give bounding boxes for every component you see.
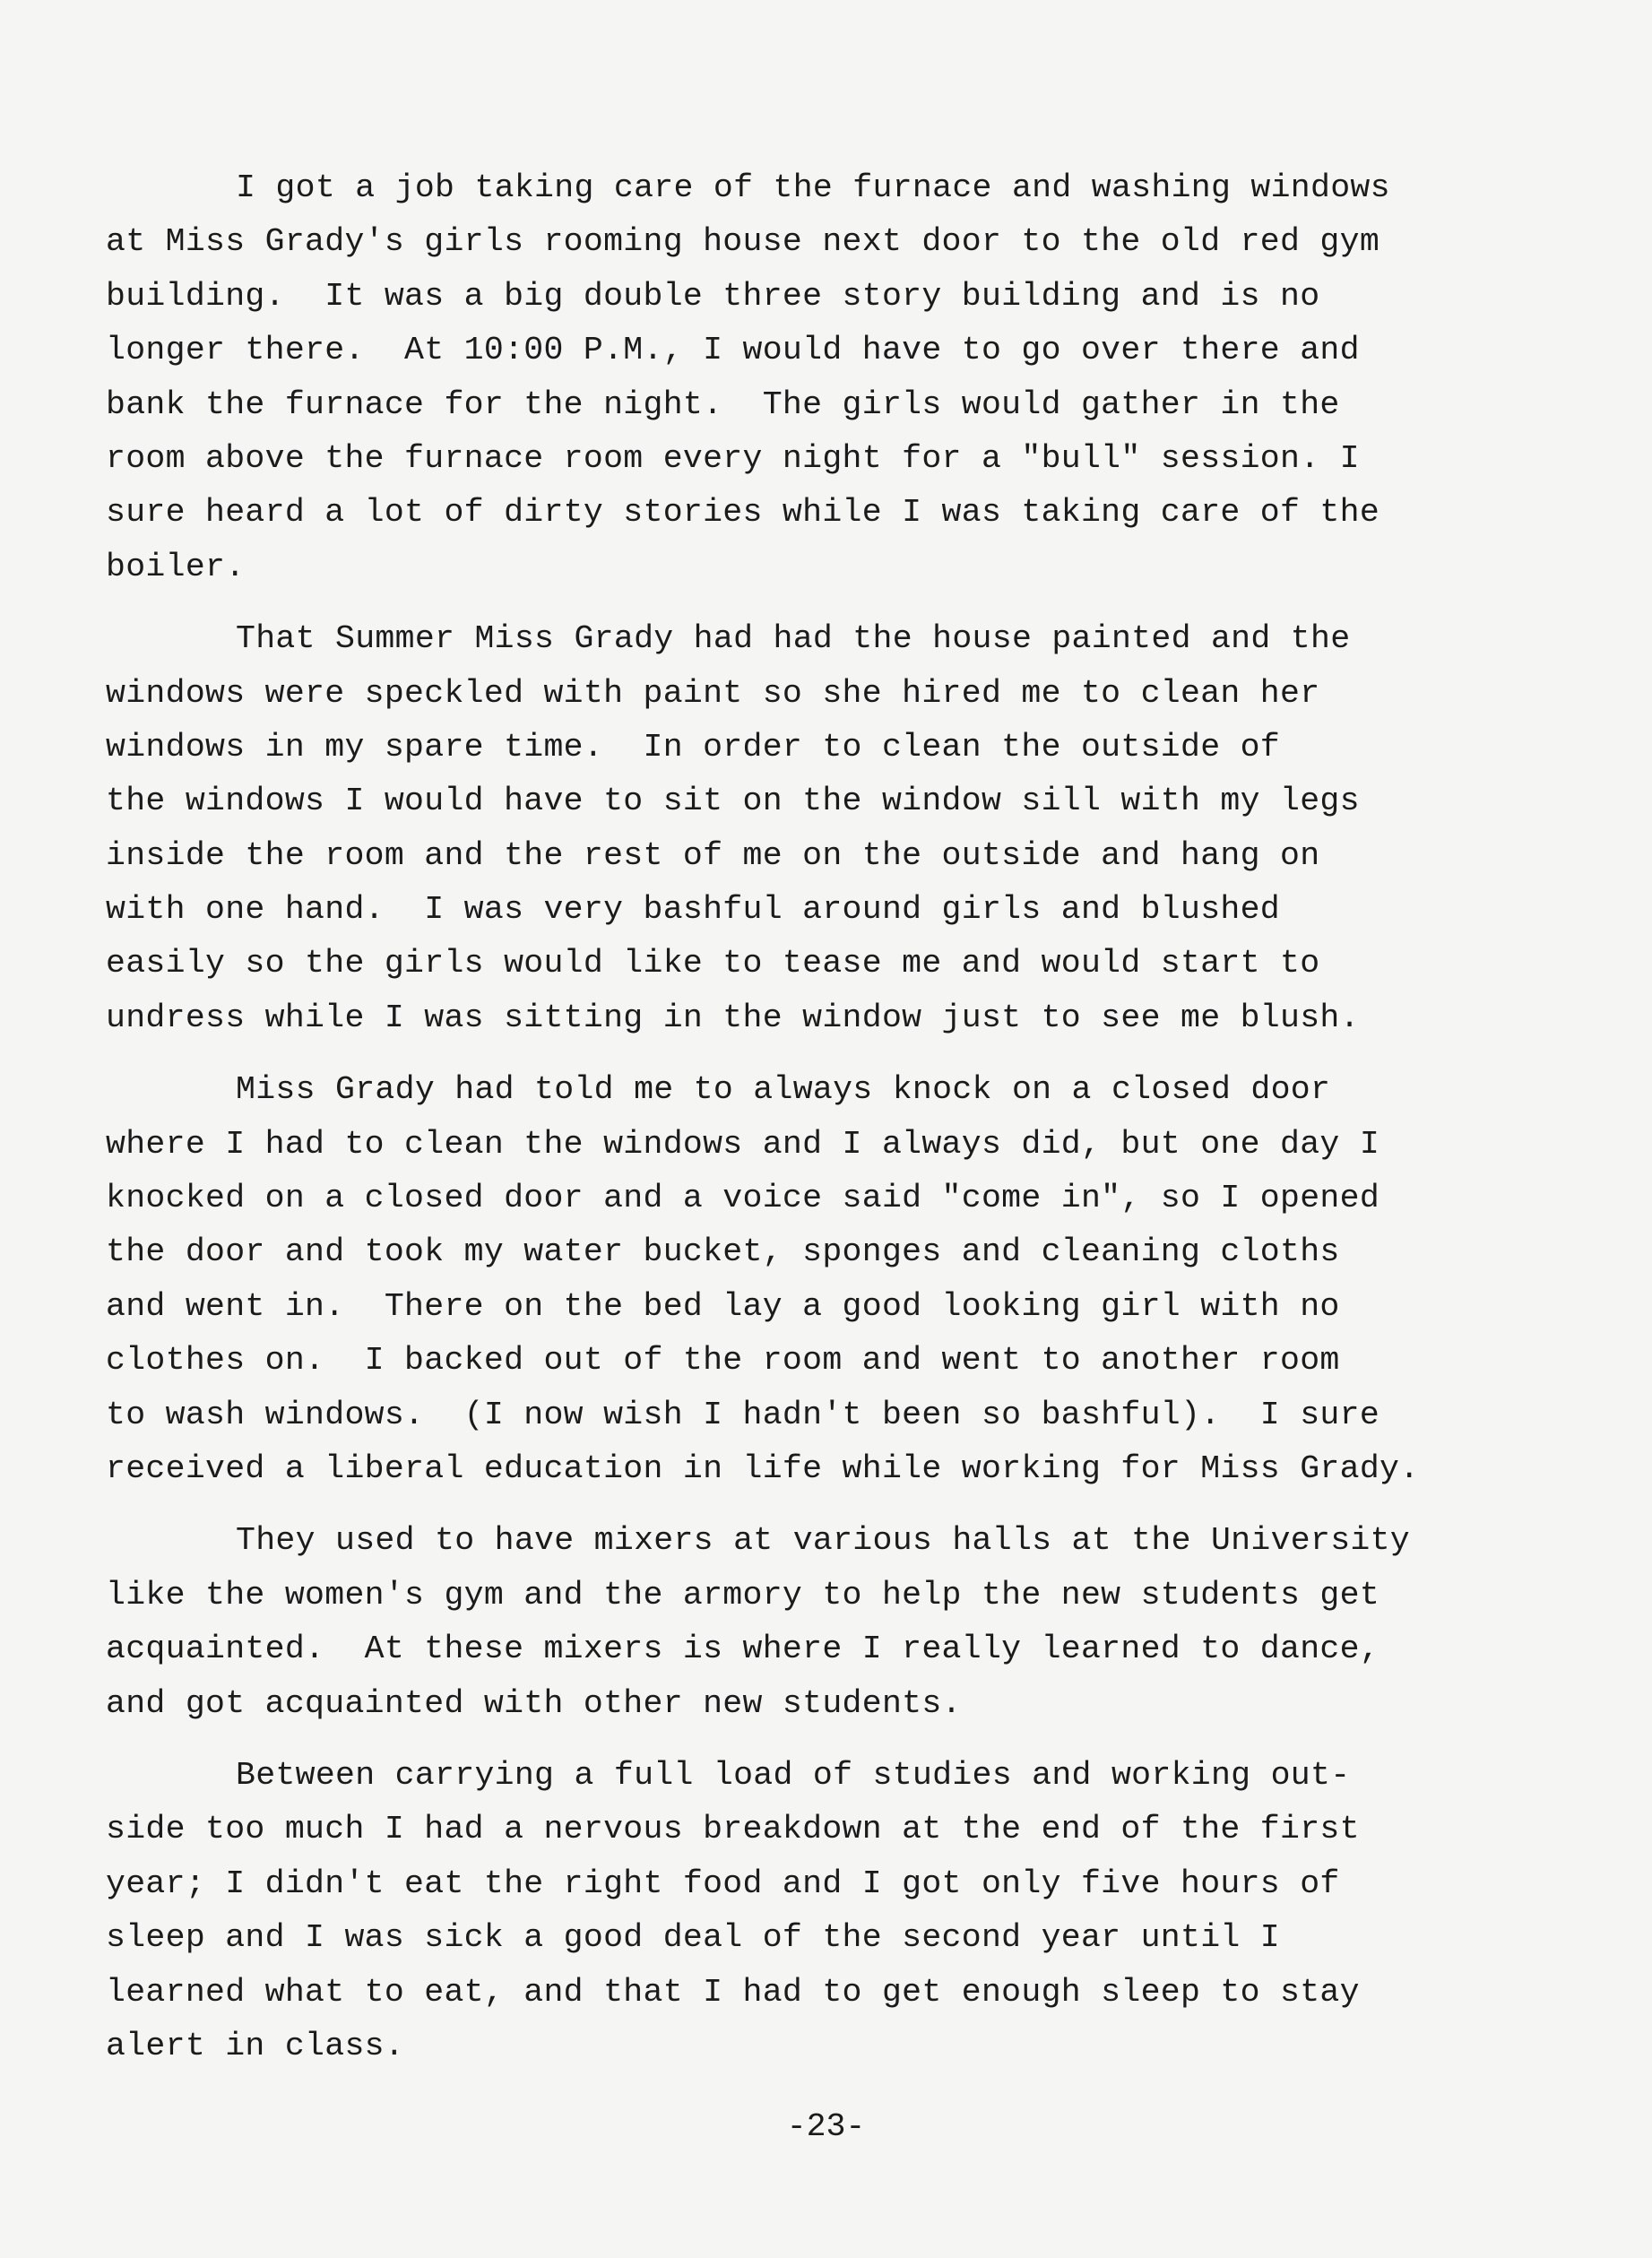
paragraph (106, 1514, 1576, 1731)
text-line: like the women's gym and the armory to help the new students get (106, 1576, 1380, 1613)
page-number: -23- (786, 2108, 866, 2145)
text-line: windows were speckled with paint so she hired me to clean her (106, 674, 1320, 712)
text-line: sure heard a lot of dirty stories while I was taking care of the (106, 494, 1380, 532)
text-line: room above the furnace room every night for a "bull" session. I (106, 439, 1360, 477)
text-line: knocked on a closed door and a voice said "come in", so I opened (106, 1180, 1380, 1217)
body-text (106, 161, 1576, 2091)
text-line: the windows I would have to sit on the window sill with my legs (106, 783, 1360, 820)
text-line: learned what to eat, and that I had to get enough sleep to stay (106, 1973, 1360, 2011)
text-line: Between carrying a full load of studies and working out- (236, 1756, 1351, 1794)
text-line: That Summer Miss Grady had had the house painted and the (236, 620, 1351, 658)
text-line: where I had to clean the windows and I always did, but one day I (106, 1125, 1380, 1163)
text-line: year; I didn't eat the right food and I got only five hours of (106, 1864, 1340, 1902)
text-line: and went in. There on the bed lay a good looking girl with no (106, 1287, 1340, 1325)
paragraph (106, 1063, 1576, 1496)
text-line: at Miss Grady's girls rooming house next door to the old red gym (106, 223, 1380, 261)
text-line: the door and took my water bucket, sponges and cleaning cloths (106, 1233, 1340, 1271)
text-line: sleep and I was sick a good deal of the second year until I (106, 1919, 1281, 1957)
text-line: side too much I had a nervous breakdown at the end of the first (106, 1811, 1360, 1848)
paragraph (106, 1749, 1576, 2073)
text-line: longer there. At 10:00 P.M., I would have to go over there and (106, 332, 1360, 369)
paragraph (106, 161, 1576, 594)
text-line: inside the room and the rest of me on the outside and hang on (106, 836, 1320, 874)
text-line: I got a job taking care of the furnace and washing windows (236, 169, 1390, 206)
paragraph (106, 612, 1576, 1045)
text-line: acquainted. At these mixers is where I really learned to dance, (106, 1631, 1380, 1668)
text-line: windows in my spare time. In order to clean the outside of (106, 728, 1281, 766)
text-line: with one hand. I was very bashful around girls and blushed (106, 891, 1281, 929)
text-line: and got acquainted with other new students. (106, 1684, 962, 1722)
text-line: alert in class. (106, 2027, 405, 2064)
text-line: clothes on. I backed out of the room and went to another room (106, 1342, 1340, 1380)
text-line: to wash windows. (I now wish I hadn't been so bashful). I sure (106, 1396, 1380, 1433)
text-line: bank the furnace for the night. The girls would gather in the (106, 385, 1340, 423)
text-line: received a liberal education in life while working for Miss Grady. (106, 1449, 1420, 1487)
text-line: They used to have mixers at various halls at the University (236, 1522, 1411, 1560)
text-line: undress while I was sitting in the window just to see me blush. (106, 999, 1360, 1036)
text-line: Miss Grady had told me to always knock on a closed door (236, 1071, 1331, 1109)
text-line: easily so the girls would like to tease me and would start to (106, 945, 1320, 982)
text-line: building. It was a big double three story building and is no (106, 277, 1320, 315)
text-line: boiler. (106, 548, 246, 585)
